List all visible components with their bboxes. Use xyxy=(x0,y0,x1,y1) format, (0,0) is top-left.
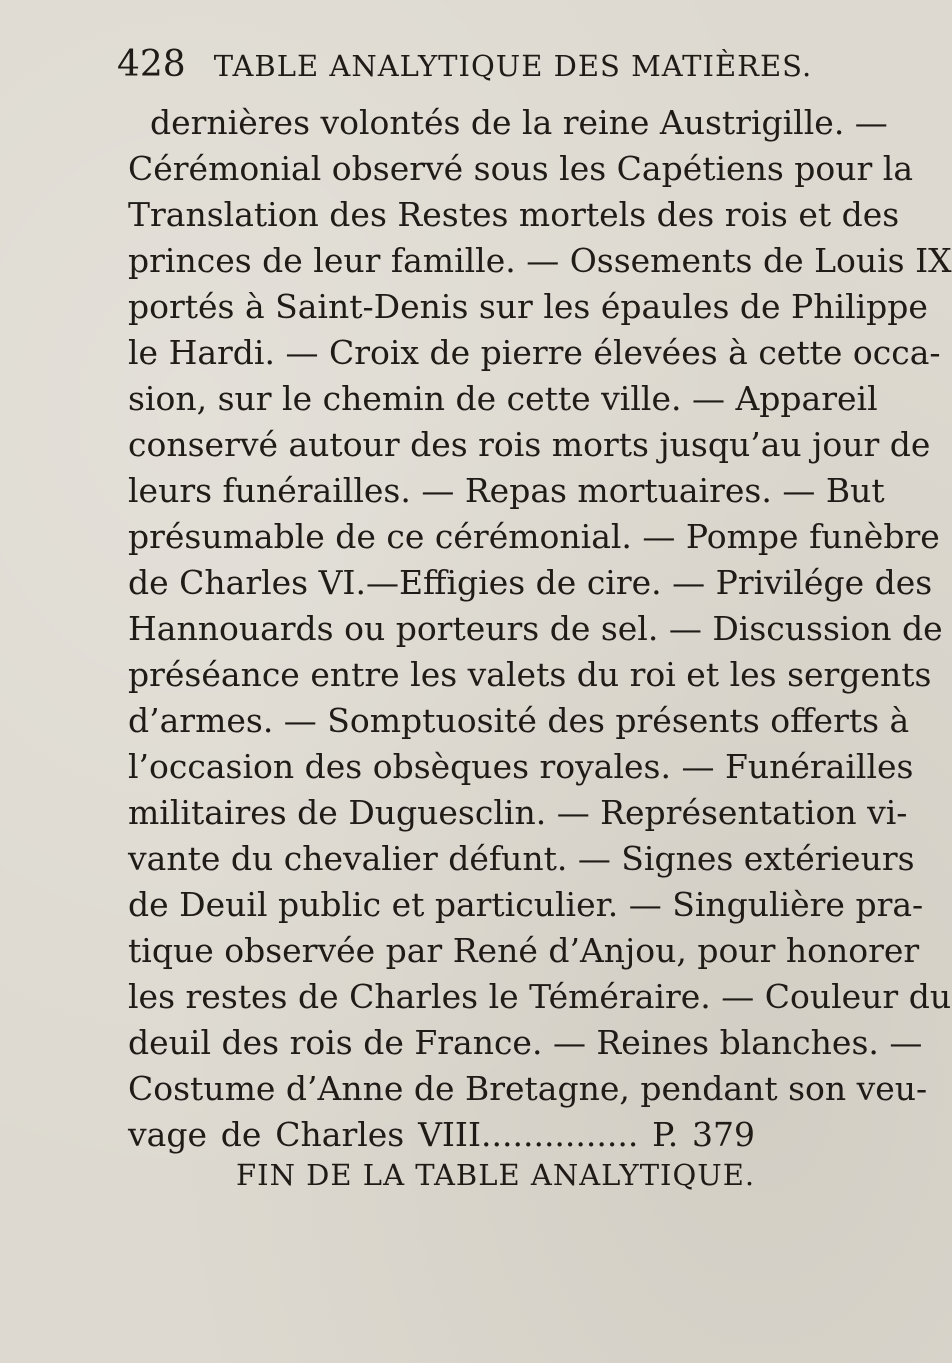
text-line: conservé autour des rois morts jusqu’au jour de xyxy=(128,425,931,464)
text-line: tique observée par René d’Anjou, pour honorer xyxy=(128,931,920,970)
running-head-title: TABLE ANALYTIQUE DES MATIÈRES. xyxy=(213,49,813,83)
end-of-table-heading: FIN DE LA TABLE ANALYTIQUE. xyxy=(236,1158,756,1192)
page-number: 428 xyxy=(117,44,186,85)
text-line: deuil des rois de France. — Reines blanches. — xyxy=(128,1023,923,1062)
text-line: sion, sur le chemin de cette ville. — Appareil xyxy=(128,379,878,418)
text-line: portés à Saint-Denis sur les épaules de Philippe xyxy=(128,287,928,326)
text-line: l’occasion des obsèques royales. — Funérailles xyxy=(128,747,914,786)
text-line: vage de Charles VIII............... P. 379 xyxy=(128,1115,755,1154)
text-line: Hannouards ou porteurs de sel. — Discussion de xyxy=(128,609,943,648)
text-line: de Charles VI.—Effigies de cire. — Privilége des xyxy=(128,563,933,602)
text-line: Cérémonial observé sous les Capétiens pour la xyxy=(128,149,913,188)
text-line: préséance entre les valets du roi et les sergents xyxy=(128,655,932,694)
text-line: militaires de Duguesclin. — Représentation vi- xyxy=(128,793,908,832)
text-line: vante du chevalier défunt. — Signes extérieurs xyxy=(128,839,915,878)
text-line: le Hardi. — Croix de pierre élevées à cette occa- xyxy=(128,333,941,372)
text-line: dernières volontés de la reine Austrigille. — xyxy=(150,103,888,142)
text-line: princes de leur famille. — Ossements de Louis IX xyxy=(128,241,952,280)
text-line: Translation des Restes mortels des rois et des xyxy=(128,195,900,234)
text-line: Costume d’Anne de Bretagne, pendant son veu- xyxy=(128,1069,928,1108)
text-line: leurs funérailles. — Repas mortuaires. — But xyxy=(128,471,885,510)
text-line: de Deuil public et particulier. — Singulière pra- xyxy=(128,885,924,924)
text-line: présumable de ce cérémonial. — Pompe funèbre xyxy=(128,517,940,556)
text-line: d’armes. — Somptuosité des présents offerts à xyxy=(128,701,910,740)
text-line: les restes de Charles le Téméraire. — Couleur du xyxy=(128,977,952,1016)
running-head xyxy=(117,44,813,104)
